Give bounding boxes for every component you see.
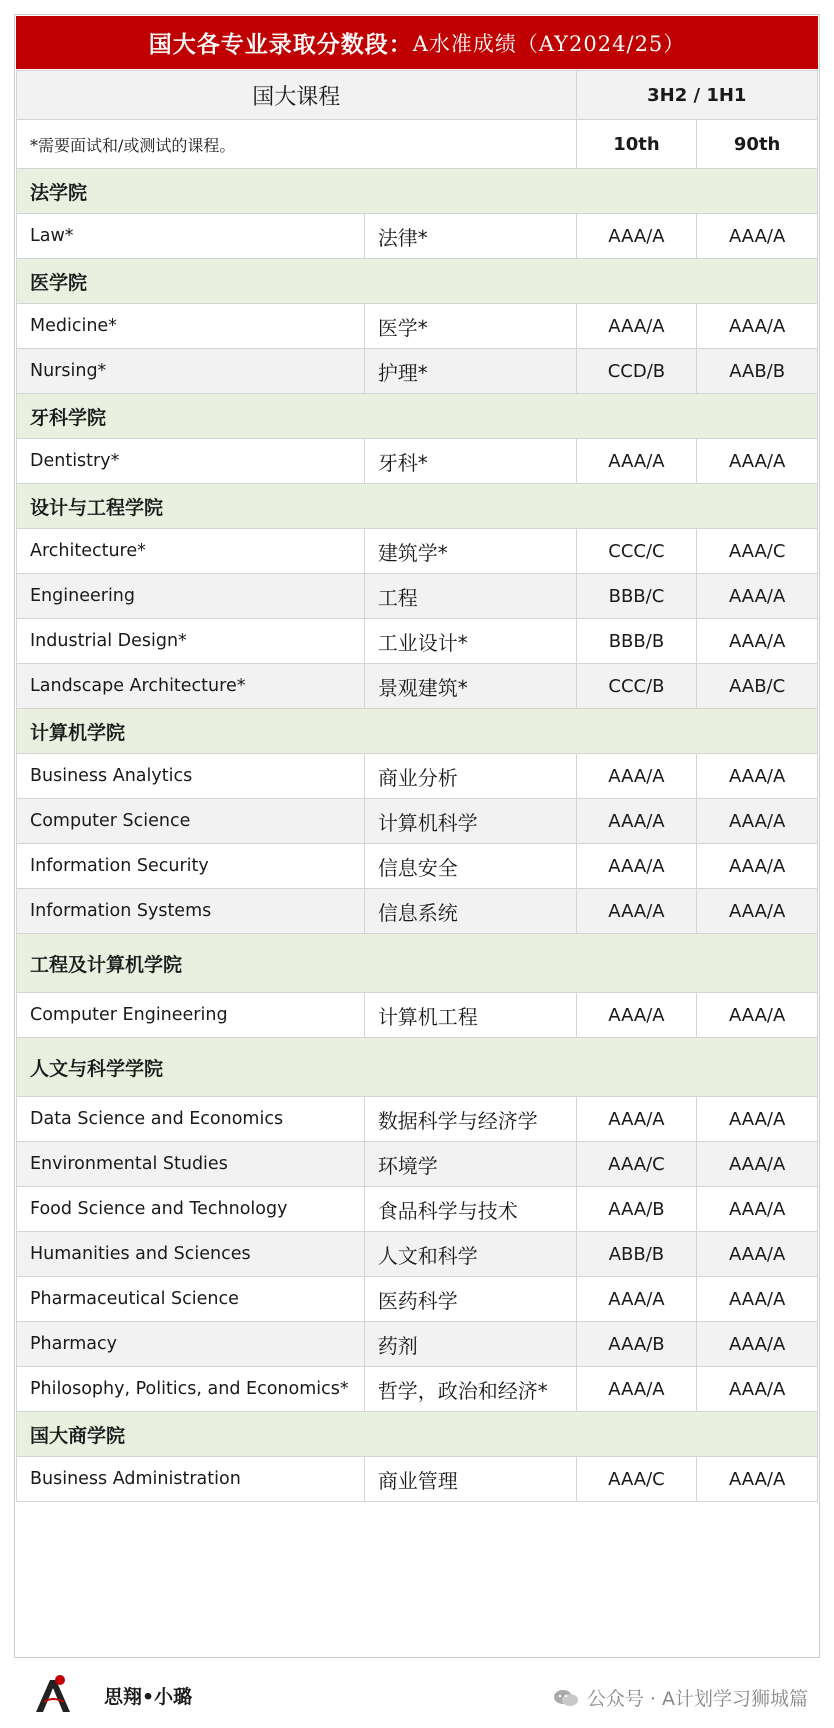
course-name-en: Food Science and Technology xyxy=(17,1187,365,1232)
course-name-en: Architecture* xyxy=(17,529,365,574)
course-row xyxy=(17,1457,818,1502)
grade-90th: AAA/A xyxy=(697,574,818,619)
grade-10th: AAA/A xyxy=(576,1367,697,1412)
course-name-zh: 药剂 xyxy=(364,1322,576,1367)
course-name-en: Landscape Architecture* xyxy=(17,664,365,709)
course-row xyxy=(17,304,818,349)
grade-90th: AAA/A xyxy=(697,844,818,889)
course-row xyxy=(17,1367,818,1412)
faculty-name: 计算机学院 xyxy=(17,709,818,754)
course-name-en: Medicine* xyxy=(17,304,365,349)
course-name-zh: 商业管理 xyxy=(364,1457,576,1502)
signature: 思翔•小璐 xyxy=(104,1686,193,1708)
faculty-row xyxy=(17,709,818,754)
grade-90th: AAA/A xyxy=(697,619,818,664)
course-name-en: Business Analytics xyxy=(17,754,365,799)
grade-10th: AAA/A xyxy=(576,1277,697,1322)
faculty-row xyxy=(17,934,818,993)
course-name-en: Nursing* xyxy=(17,349,365,394)
course-name-en: Humanities and Sciences xyxy=(17,1232,365,1277)
grade-10th: AAA/A xyxy=(576,844,697,889)
percentile-90th-header: 90th xyxy=(697,120,818,169)
grade-90th: AAA/A xyxy=(697,1322,818,1367)
grade-10th: AAA/A xyxy=(576,439,697,484)
grade-90th: AAB/C xyxy=(697,664,818,709)
admission-table xyxy=(16,70,818,1502)
grade-10th: BBB/C xyxy=(576,574,697,619)
course-name-zh: 计算机工程 xyxy=(364,993,576,1038)
course-name-zh: 法律* xyxy=(364,214,576,259)
grade-10th: AAA/A xyxy=(576,214,697,259)
grade-10th: ABB/B xyxy=(576,1232,697,1277)
course-name-zh: 工程 xyxy=(364,574,576,619)
interview-note: *需要面试和/或测试的课程。 xyxy=(17,120,577,169)
course-row xyxy=(17,754,818,799)
grade-header: 3H2 / 1H1 xyxy=(576,71,817,120)
course-name-zh: 医药科学 xyxy=(364,1277,576,1322)
faculty-name: 人文与科学学院 xyxy=(17,1038,818,1097)
grade-10th: AAA/A xyxy=(576,1097,697,1142)
grade-90th: AAA/A xyxy=(697,304,818,349)
course-name-en: Law* xyxy=(17,214,365,259)
course-name-zh: 环境学 xyxy=(364,1142,576,1187)
school-logo-icon xyxy=(30,1672,76,1718)
faculty-name: 设计与工程学院 xyxy=(17,484,818,529)
course-row xyxy=(17,439,818,484)
grade-10th: AAA/C xyxy=(576,1457,697,1502)
course-name-zh: 景观建筑* xyxy=(364,664,576,709)
course-name-en: Pharmaceutical Science xyxy=(17,1277,365,1322)
course-name-en: Environmental Studies xyxy=(17,1142,365,1187)
grade-90th: AAA/A xyxy=(697,1277,818,1322)
faculty-name: 医学院 xyxy=(17,259,818,304)
title-main: 国大各专业录取分数段： xyxy=(148,32,413,58)
course-name-zh: 建筑学* xyxy=(364,529,576,574)
course-row xyxy=(17,799,818,844)
course-row xyxy=(17,529,818,574)
grade-10th: AAA/C xyxy=(576,1142,697,1187)
grade-10th: AAA/A xyxy=(576,993,697,1038)
faculty-name: 牙科学院 xyxy=(17,394,818,439)
faculty-row xyxy=(17,169,818,214)
course-name-zh: 医学* xyxy=(364,304,576,349)
grade-90th: AAA/A xyxy=(697,799,818,844)
faculty-name: 工程及计算机学院 xyxy=(17,934,818,993)
grade-10th: AAA/A xyxy=(576,889,697,934)
grade-90th: AAA/A xyxy=(697,1367,818,1412)
grade-90th: AAA/A xyxy=(697,1457,818,1502)
course-name-zh: 工业设计* xyxy=(364,619,576,664)
grade-10th: CCC/B xyxy=(576,664,697,709)
grade-90th: AAA/A xyxy=(697,1232,818,1277)
grade-10th: AAA/A xyxy=(576,304,697,349)
grade-90th: AAA/C xyxy=(697,529,818,574)
grade-90th: AAA/A xyxy=(697,1142,818,1187)
grade-10th: AAA/A xyxy=(576,799,697,844)
course-name-zh: 人文和科学 xyxy=(364,1232,576,1277)
grade-10th: BBB/B xyxy=(576,619,697,664)
course-name-zh: 计算机科学 xyxy=(364,799,576,844)
course-row xyxy=(17,993,818,1038)
course-name-en: Philosophy, Politics, and Economics* xyxy=(17,1367,365,1412)
grade-10th: AAA/A xyxy=(576,754,697,799)
course-name-zh: 哲学，政治和经济* xyxy=(364,1367,576,1412)
course-name-zh: 信息安全 xyxy=(364,844,576,889)
grade-90th: AAA/A xyxy=(697,754,818,799)
course-name-zh: 牙科* xyxy=(364,439,576,484)
course-row xyxy=(17,214,818,259)
footer xyxy=(0,1660,834,1728)
course-row xyxy=(17,889,818,934)
course-row xyxy=(17,1322,818,1367)
course-name-en: Data Science and Economics xyxy=(17,1097,365,1142)
grade-90th: AAA/A xyxy=(697,1187,818,1232)
grade-90th: AAA/A xyxy=(697,439,818,484)
grade-90th: AAB/B xyxy=(697,349,818,394)
wechat-account xyxy=(553,1684,808,1711)
grade-90th: AAA/A xyxy=(697,889,818,934)
faculty-row xyxy=(17,394,818,439)
title-sub: A水准成绩（AY2024/25） xyxy=(412,31,686,56)
wechat-icon xyxy=(553,1688,579,1708)
faculty-row xyxy=(17,484,818,529)
course-name-en: Information Systems xyxy=(17,889,365,934)
faculty-name: 国大商学院 xyxy=(17,1412,818,1457)
percentile-10th-header: 10th xyxy=(576,120,697,169)
course-name-en: Computer Engineering xyxy=(17,993,365,1038)
course-row xyxy=(17,1097,818,1142)
grade-10th: AAA/B xyxy=(576,1322,697,1367)
subheader-row xyxy=(17,120,818,169)
course-row xyxy=(17,1142,818,1187)
course-name-zh: 食品科学与技术 xyxy=(364,1187,576,1232)
faculty-row xyxy=(17,1412,818,1457)
course-header: 国大课程 xyxy=(17,71,577,120)
wechat-account-label: 公众号 · A计划学习狮城篇 xyxy=(586,1688,808,1710)
header-row xyxy=(17,71,818,120)
course-name-zh: 信息系统 xyxy=(364,889,576,934)
course-name-en: Dentistry* xyxy=(17,439,365,484)
course-name-en: Business Administration xyxy=(17,1457,365,1502)
course-row xyxy=(17,619,818,664)
course-row xyxy=(17,574,818,619)
page-title xyxy=(16,16,818,69)
course-row xyxy=(17,349,818,394)
course-name-en: Pharmacy xyxy=(17,1322,365,1367)
grade-10th: CCC/C xyxy=(576,529,697,574)
grade-10th: AAA/B xyxy=(576,1187,697,1232)
grade-10th: CCD/B xyxy=(576,349,697,394)
grade-90th: AAA/A xyxy=(697,214,818,259)
course-name-en: Information Security xyxy=(17,844,365,889)
course-name-zh: 护理* xyxy=(364,349,576,394)
course-row xyxy=(17,1277,818,1322)
course-row xyxy=(17,1232,818,1277)
grade-90th: AAA/A xyxy=(697,1097,818,1142)
course-row xyxy=(17,844,818,889)
course-name-en: Computer Science xyxy=(17,799,365,844)
course-row xyxy=(17,664,818,709)
course-name-zh: 商业分析 xyxy=(364,754,576,799)
grade-90th: AAA/A xyxy=(697,993,818,1038)
faculty-row xyxy=(17,259,818,304)
course-row xyxy=(17,1187,818,1232)
course-name-zh: 数据科学与经济学 xyxy=(364,1097,576,1142)
faculty-name: 法学院 xyxy=(17,169,818,214)
course-name-en: Engineering xyxy=(17,574,365,619)
course-name-en: Industrial Design* xyxy=(17,619,365,664)
faculty-row xyxy=(17,1038,818,1097)
